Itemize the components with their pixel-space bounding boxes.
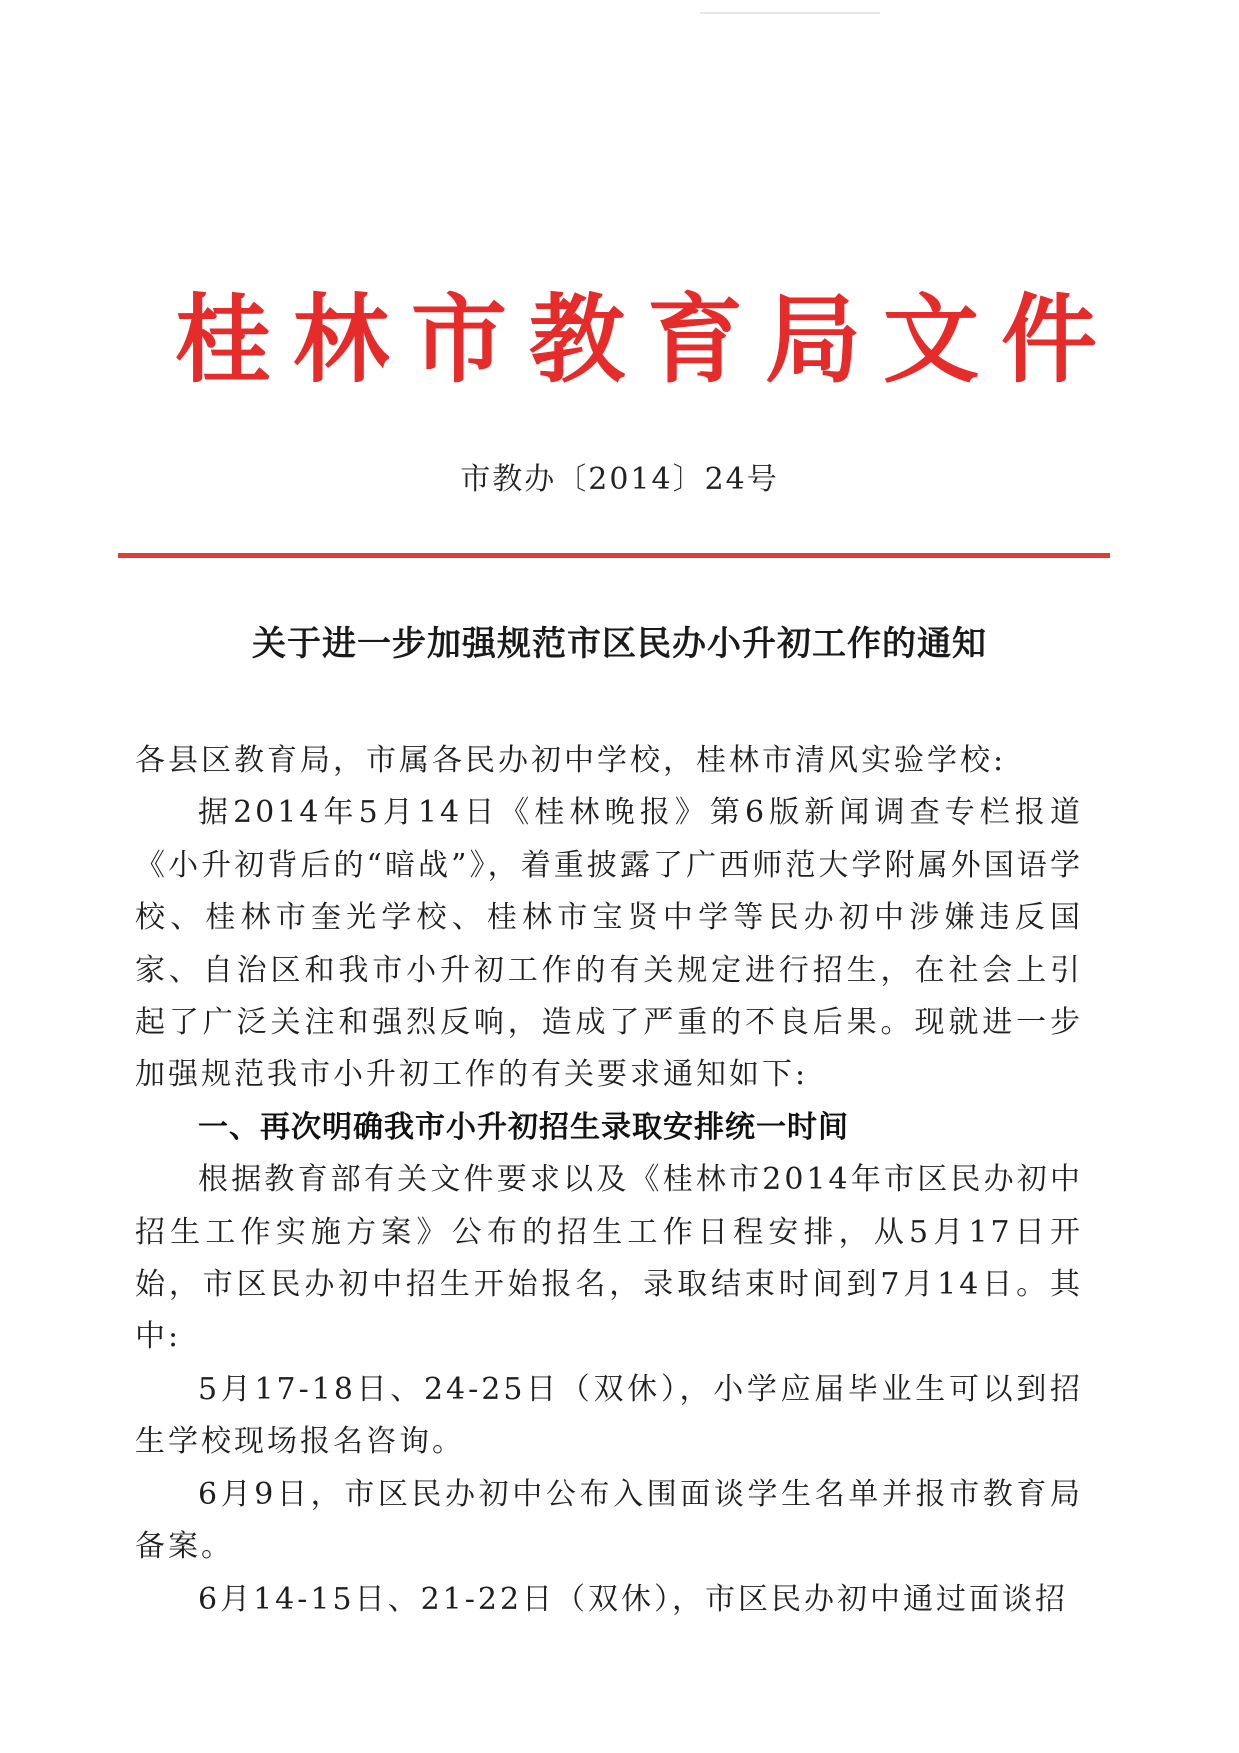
document-number: 市教办〔2014〕24号 (460, 462, 779, 497)
paragraph-interview: 6月14-15日、21-22日（双休），市区民办初中通过面谈招 (198, 1581, 1069, 1617)
paragraph-registration: 5月17-18日、24-25日（双休），小学应届毕业生可以到招生学校现场报名咨询。 (135, 1371, 1083, 1460)
paragraph-interview-list: 6月9日，市区民办初中公布入围面谈学生名单并报市教育局备案。 (135, 1476, 1083, 1565)
scan-mark (700, 12, 880, 14)
notice-title: 关于进一步加强规范市区民办小升初工作的通知 (252, 624, 987, 664)
masthead-title: 桂林市教育局文件 (175, 284, 1119, 396)
paragraph-intro: 据2014年5月14日《桂林晚报》第6版新闻调查专栏报道《小升初背后的“暗战”》，着重披露了广西师范大学附属外国语学校、桂林市奎光学校、桂林市宝贤中学等民办初中涉嫌违反国家、自治区和我市小升初工作的有关规定进行招生，在社会上引起了广泛关注和强烈反响，造成了严重的不良后果。现就进一步加强规范我市小升初工作的有关要求通知如下: (135, 795, 1083, 1093)
section-heading-1: 一、再次明确我市小升初招生录取安排统一时间 (198, 1109, 849, 1145)
salutation: 各县区教育局，市属各民办初中学校，桂林市清风实验学校: (135, 743, 1007, 778)
red-divider (118, 553, 1110, 558)
paragraph-schedule: 根据教育部有关文件要求以及《桂林市2014年市区民办初中招生工作实施方案》公布的招生工作日程安排，从5月17日开始，市区民办初中招生开始报名，录取结束时间到7月14日。其中: (135, 1162, 1083, 1355)
body-text (135, 735, 1083, 1626)
